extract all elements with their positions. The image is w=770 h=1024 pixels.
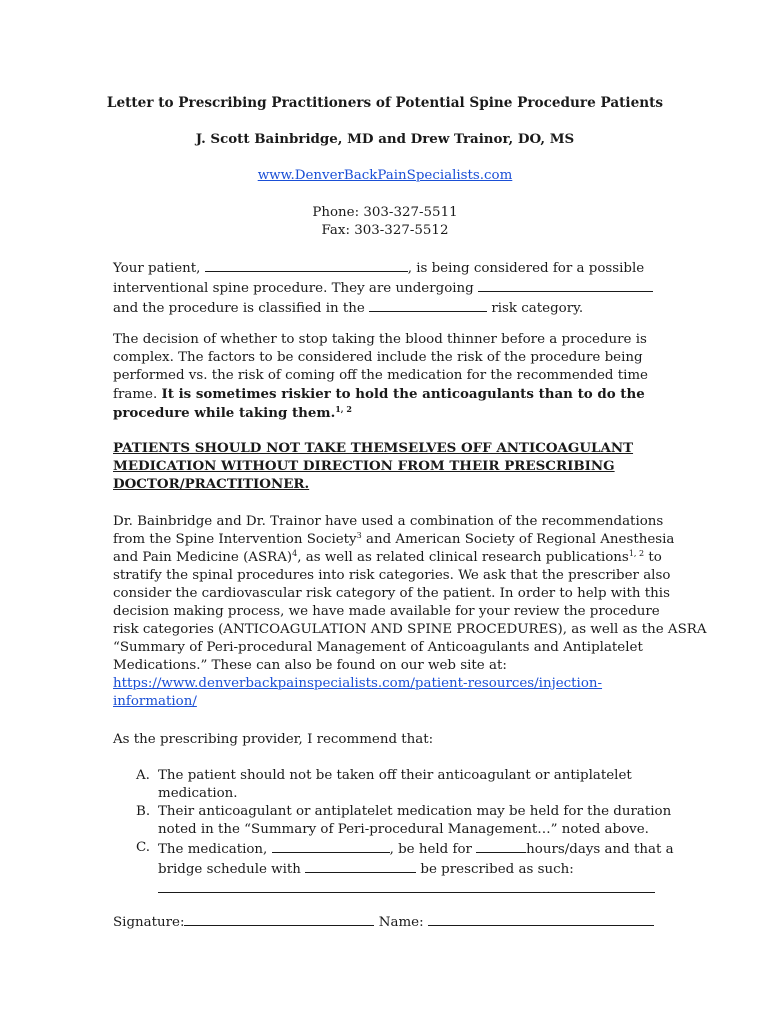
warning-line: MEDICATION WITHOUT DIRECTION FROM THEIR PRESCRIBING xyxy=(113,458,615,474)
body-line xyxy=(113,549,662,567)
intro-paragraph xyxy=(113,258,658,318)
option-text-part: be prescribed as such: xyxy=(416,862,574,877)
decision-line: The decision of whether to stop taking the blood thinner before a procedure is xyxy=(113,332,647,347)
option-marker: A. xyxy=(136,768,150,783)
body-text: , as well as related clinical research publications xyxy=(297,550,629,565)
option-text xyxy=(158,839,674,859)
body-line: stratify the spinal procedures into risk categories. We ask that the prescriber also xyxy=(113,568,671,583)
procedure-blank[interactable] xyxy=(478,278,653,292)
citation-sup: 1, 2 xyxy=(335,404,352,414)
option-text-part: The medication, xyxy=(158,842,272,857)
decision-paragraph xyxy=(113,331,658,422)
decision-line: performed vs. the risk of coming off the medication for the recommended time xyxy=(113,368,648,383)
letter-title: Letter to Prescribing Practitioners of Potential Spine Procedure Patients xyxy=(106,95,664,111)
signature-row xyxy=(113,912,654,932)
body-line xyxy=(113,531,675,549)
option-text-part: , be held for xyxy=(389,842,477,857)
name-blank[interactable] xyxy=(428,912,654,926)
body-line: consider the cardiovascular risk category of the patient. In order to help with this xyxy=(113,586,670,601)
intro-line-3 xyxy=(113,298,658,318)
option-text: noted in the “Summary of Peri-procedural Management…” noted above. xyxy=(158,822,649,837)
warning-line: PATIENTS SHOULD NOT TAKE THEMSELVES OFF ANTICOAGULANT xyxy=(113,440,634,456)
intro-text: and the procedure is classified in the xyxy=(113,301,370,316)
risk-category-blank[interactable] xyxy=(369,298,487,312)
option-text xyxy=(158,859,661,879)
option-text: medication. xyxy=(158,786,238,801)
body-paragraph xyxy=(113,513,707,711)
recommend-intro: As the prescribing provider, I recommend that: xyxy=(113,732,434,747)
signature-label: Signature: xyxy=(113,915,185,930)
citation-sup: 4 xyxy=(292,549,298,558)
warning-notice xyxy=(113,439,658,493)
resource-link[interactable]: https://www.denverbackpainspecialists.com/patient-resources/injection- xyxy=(113,676,603,691)
intro-text: , is being considered for a possible xyxy=(407,261,645,276)
body-text: from the Spine Intervention Society xyxy=(113,532,357,547)
name-label: Name: xyxy=(374,915,428,930)
option-text-part: bridge schedule with xyxy=(158,862,306,877)
warning-line: DOCTOR/PRACTITIONER. xyxy=(113,476,310,492)
decision-emphasis: It is sometimes riskier to hold the anticoagulants than to do the xyxy=(161,386,645,402)
signature-blank[interactable] xyxy=(184,912,374,926)
duration-blank[interactable] xyxy=(476,839,526,853)
schedule-line-row xyxy=(158,879,661,897)
body-text: and American Society of Regional Anesthesia xyxy=(361,532,675,547)
citation-sup: 3 xyxy=(356,531,362,540)
schedule-details-blank[interactable] xyxy=(158,879,655,893)
website-link[interactable]: www.DenverBackPainSpecialists.com xyxy=(257,168,513,183)
intro-line-1 xyxy=(113,258,658,278)
option-c xyxy=(136,839,674,897)
resource-link-line xyxy=(113,675,658,693)
recommendation-list xyxy=(136,767,674,897)
decision-line xyxy=(113,385,658,404)
option-marker: C. xyxy=(136,840,151,855)
option-text: Their anticoagulant or antiplatelet medication may be held for the duration xyxy=(158,804,672,819)
decision-line xyxy=(113,404,658,422)
decision-line: complex. The factors to be considered include the risk of the procedure being xyxy=(113,350,643,365)
option-marker: B. xyxy=(136,804,151,819)
body-text: and Pain Medicine (ASRA) xyxy=(113,550,293,565)
body-line: Medications.” These can also be found on our web site at: xyxy=(113,658,507,673)
intro-line-2 xyxy=(113,278,658,298)
option-text-part: hours/days and that a xyxy=(526,842,674,857)
bridge-schedule-blank[interactable] xyxy=(305,859,416,873)
medication-blank[interactable] xyxy=(272,839,390,853)
intro-text: Your patient, xyxy=(113,261,205,276)
option-a xyxy=(136,767,661,803)
option-b xyxy=(136,803,672,839)
decision-text: frame. xyxy=(113,387,162,402)
decision-emphasis: procedure while taking them. xyxy=(113,405,336,421)
body-line: decision making process, we have made available for your review the procedure xyxy=(113,604,660,619)
body-line: risk categories (ANTICOAGULATION AND SPINE PROCEDURES), as well as the ASRA xyxy=(113,622,707,637)
fax-number: Fax: 303-327-5512 xyxy=(321,223,449,238)
body-line: Dr. Bainbridge and Dr. Trainor have used a combination of the recommendations xyxy=(113,514,664,529)
patient-name-blank[interactable] xyxy=(205,258,408,272)
resource-link-cont[interactable]: information/ xyxy=(113,694,197,709)
option-text: The patient should not be taken off their anticoagulant or antiplatelet xyxy=(158,768,632,783)
phone-number: Phone: 303-327-5511 xyxy=(312,205,458,220)
resource-link-line xyxy=(113,693,658,711)
intro-text: interventional spine procedure. They are undergoing xyxy=(113,281,479,296)
intro-text: risk category. xyxy=(487,301,584,316)
body-line: “Summary of Peri-procedural Management of Anticoagulants and Antiplatelet xyxy=(113,640,643,655)
body-text: to xyxy=(644,550,662,565)
website-line xyxy=(0,167,770,185)
citation-sup: 1, 2 xyxy=(628,549,645,558)
authors: J. Scott Bainbridge, MD and Drew Trainor, DO, MS xyxy=(195,131,575,147)
